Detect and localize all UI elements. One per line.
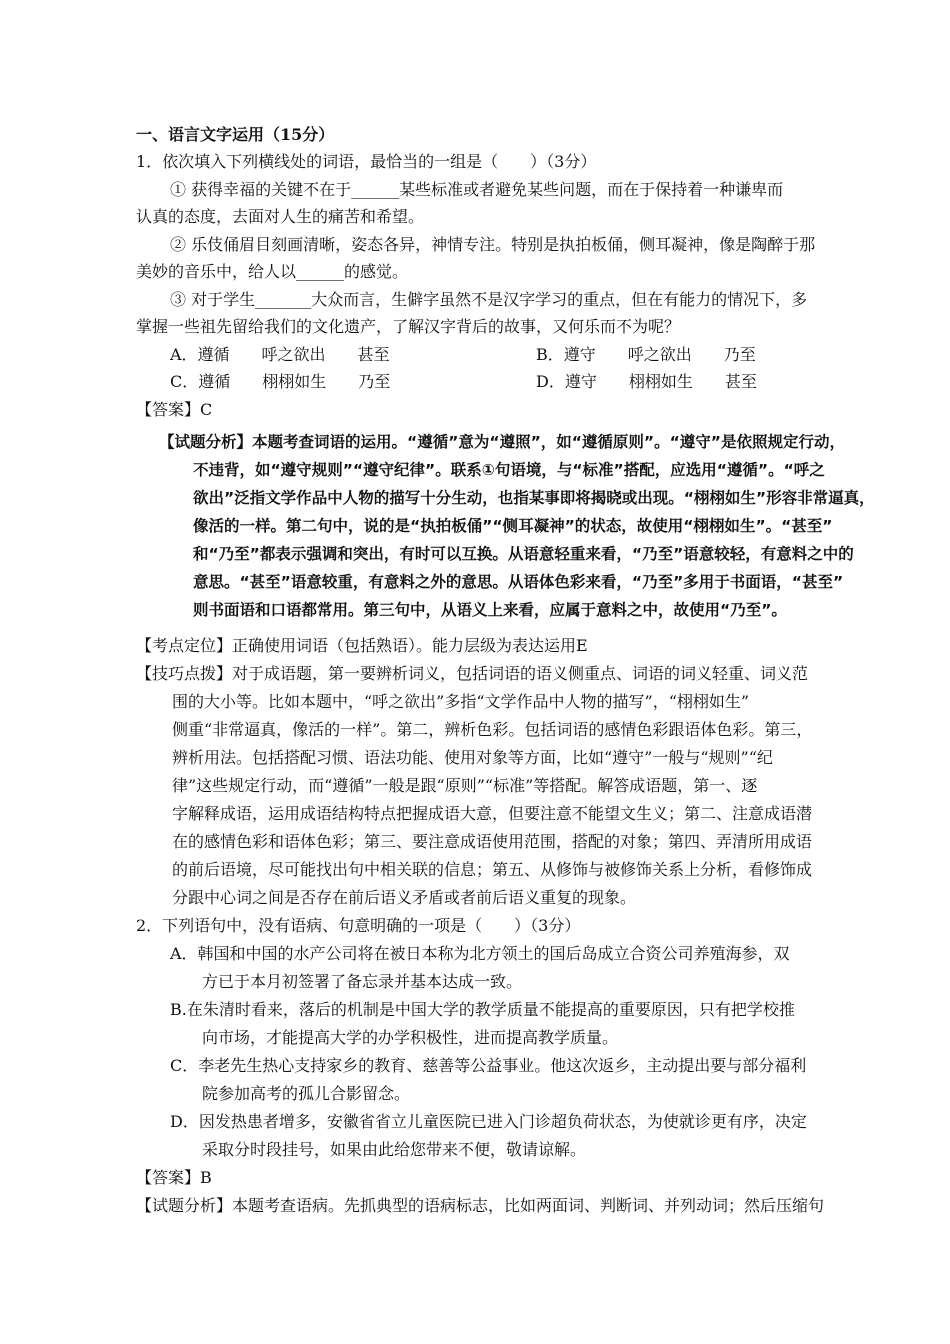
question-1-jiqiao-line: 在的感情色彩和语体色彩；第三、要注意成语使用范围，搭配的对象；第四、弄清所用成语: [172, 832, 813, 851]
question-2-analysis: 【试题分析】本题考查语病。先抓典型的语病标志，比如两面词、判断词、并列动词；然后压缩句: [136, 1196, 825, 1215]
question-2-answer: 【答案】B: [136, 1168, 212, 1187]
question-1-kaodian: 【考点定位】正确使用词语（包括熟语）。能力层级为表达运用E: [136, 636, 588, 655]
question-2-option-c-cont: 院参加高考的孤儿合影留念。: [202, 1084, 411, 1103]
question-2-option-d: D．因发热患者增多，安徽省省立儿童医院已进入门诊超负荷状态，为使就诊更有序，决定: [170, 1112, 807, 1131]
question-1-option-b: B．遵守 呼之欲出 乃至: [536, 345, 756, 364]
question-1-analysis-line: 则书面语和口语都常用。第三句中，从语义上来看，应属于意料之中，故使用“乃至”。: [193, 601, 787, 619]
question-1-option-c: C．遵循 栩栩如生 乃至: [170, 372, 391, 391]
question-1-jiqiao-line: 侧重“非常逼真，像活的一样”。第二，辨析色彩。包括词语的感情色彩跟语体色彩。第三，: [172, 720, 813, 739]
question-2-stem: 2．下列语句中，没有语病、句意明确的一项是（ ）（3分）: [136, 916, 581, 935]
question-1-jiqiao-line: 律”这些规定行动，而“遵循”一般是跟“原则”“标准”等搭配。解答成语题，第一、逐: [172, 776, 758, 795]
question-1-sentence-1: ① 获得幸福的关键不在于______某些标准或者避免某些问题，而在于保持着一种谦卑而: [170, 180, 784, 199]
question-1-analysis-line: 【试题分析】本题考查词语的运用。“遵循”意为“遵照”，如“遵循原则”。“遵守”是依照规定行动，: [159, 433, 845, 451]
question-1-sentence-2-cont: 美妙的音乐中，给人以______的感觉。: [136, 262, 409, 281]
section-heading: 一、语言文字运用（15分）: [136, 125, 335, 144]
question-1-analysis-line: 像活的一样。第二句中，说的是“执拍板俑”“侧耳凝神”的状态，故使用“栩栩如生”。“甚至”: [193, 517, 833, 535]
question-2-option-b-cont: 向市场，才能提高大学的办学积极性，进而提高教学质量。: [202, 1028, 619, 1047]
question-1-sentence-2: ② 乐伎俑眉目刻画清晰，姿态各异，神情专注。特别是执拍板俑，侧耳凝神，像是陶醉于那: [170, 235, 816, 254]
question-1-sentence-1-cont: 认真的态度，去面对人生的痛苦和希望。: [136, 207, 425, 226]
question-1-stem: 1．依次填入下列横线处的词语，最恰当的一组是（ ）（3分）: [136, 152, 597, 171]
question-1-analysis-line: 和“乃至”都表示强调和突出，有时可以互换。从语意轻重来看，“乃至”语意较轻，有意料之中的: [193, 545, 854, 563]
question-1-jiqiao-line: 围的大小等。比如本题中，“呼之欲出”多指“文学作品中人物的描写”，“栩栩如生”: [172, 692, 750, 711]
question-1-option-d: D．遵守 栩栩如生 甚至: [536, 372, 757, 391]
question-1-jiqiao-line: 【技巧点拨】对于成语题，第一要辨析词义，包括词语的语义侧重点、词语的词义轻重、词义范: [136, 664, 809, 683]
question-2-option-a: A．韩国和中国的水产公司将在被日本称为北方领土的国后岛成立合资公司养殖海参，双: [170, 944, 790, 963]
question-1-analysis-line: 意思。“甚至”语意较重，有意料之外的意思。从语体色彩来看，“乃至”多用于书面语，“甚至”: [193, 573, 844, 591]
question-1-sentence-3-cont: 掌握一些祖先留给我们的文化遗产，了解汉字背后的故事，又何乐而不为呢？: [136, 317, 681, 336]
question-2-option-c: C．李老先生热心支持家乡的教育、慈善等公益事业。他这次返乡，主动提出要与部分福利: [170, 1056, 807, 1075]
question-2-option-d-cont: 采取分时段挂号，如果由此给您带来不便，敬请谅解。: [202, 1140, 587, 1159]
question-2-option-a-cont: 方已于本月初签署了备忘录并基本达成一致。: [202, 972, 523, 991]
question-1-answer: 【答案】C: [136, 400, 213, 419]
question-1-jiqiao-line: 字解释成语，运用成语结构特点把握成语大意，但要注意不能望文生义；第二、注意成语潜: [172, 804, 813, 823]
question-1-jiqiao-line: 分跟中心词之间是否存在前后语义矛盾或者前后语义重复的现象。: [172, 888, 637, 907]
question-2-option-b: B.在朱清时看来，落后的机制是中国大学的教学质量不能提高的重要原因，只有把学校推: [170, 1000, 795, 1019]
question-1-analysis-line: 欲出”泛指文学作品中人物的描写十分生动，也指某事即将揭晓或出现。“栩栩如生”形容非常逼真，: [193, 489, 875, 507]
question-1-option-a: A．遵循 呼之欲出 甚至: [170, 345, 390, 364]
question-1-analysis-line: 不违背，如“遵守规则”“遵守纪律”。联系①句语境，与“标准”搭配，应选用“遵循”。“呼之: [193, 461, 825, 479]
question-1-jiqiao-line: 的前后语境，尽可能找出句中相关联的信息；第五、从修饰与被修饰关系上分析，看修饰成: [172, 860, 813, 879]
question-1-sentence-3: ③ 对于学生_______大众而言，生僻字虽然不是汉字学习的重点，但在有能力的情况下，多: [170, 290, 808, 309]
question-1-jiqiao-line: 辨析用法。包括搭配习惯、语法功能、使用对象等方面，比如“遵守”一般与“规则”“纪: [172, 748, 773, 767]
